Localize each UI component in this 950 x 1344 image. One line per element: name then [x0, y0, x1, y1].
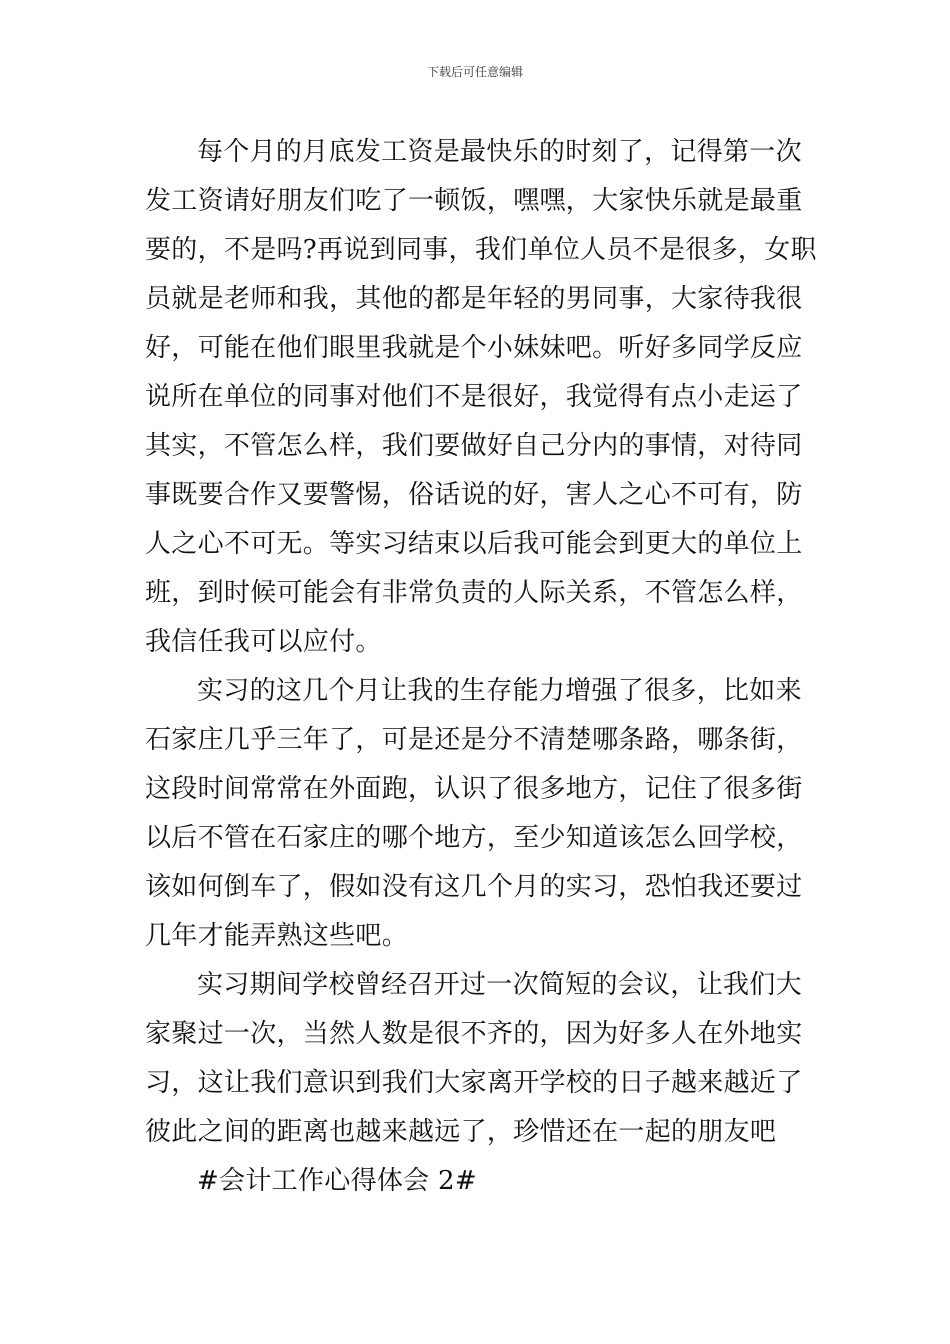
text-line: 以后不管在石家庄的哪个地方，至少知道该怎么回学校，	[145, 823, 803, 853]
text-line: 员就是老师和我，其他的都是年轻的男同事，大家待我很	[145, 284, 803, 314]
text-line: 班，到时候可能会有非常负责的人际关系，不管怎么样，	[145, 578, 803, 608]
text-line: 好，可能在他们眼里我就是个小妹妹吧。听好多同学反应	[145, 333, 803, 363]
text-line: 彼此之间的距离也越来越远了，珍惜还在一起的朋友吧	[145, 1117, 777, 1147]
text-line: 几年才能弄熟这些吧。	[145, 921, 409, 951]
text-line: 要的，不是吗?再说到同事，我们单位人员不是很多，女职	[145, 235, 817, 265]
text-line: 人之心不可无。等实习结束以后我可能会到更大的单位上	[145, 529, 803, 559]
text-line: 家聚过一次，当然人数是很不齐的，因为好多人在外地实	[145, 1019, 803, 1049]
text-line: 事既要合作又要警惕，俗话说的好，害人之心不可有，防	[145, 480, 803, 510]
text-line: 其实，不管怎么样，我们要做好自己分内的事情，对待同	[145, 431, 803, 461]
text-line: 石家庄几乎三年了，可是还是分不清楚哪条路，哪条街，	[145, 725, 803, 755]
text-line: 每个月的月底发工资是最快乐的时刻了，记得第一次	[197, 137, 802, 167]
text-line: 发工资请好朋友们吃了一顿饭，嘿嘿，大家快乐就是最重	[145, 186, 803, 216]
body-text	[145, 128, 817, 1206]
page-header: 下载后可任意编辑	[426, 65, 523, 79]
text-line: 实习的这几个月让我的生存能力增强了很多，比如来	[197, 676, 802, 706]
text-line: 这段时间常常在外面跑，认识了很多地方，记住了很多街	[145, 774, 803, 804]
text-line: 实习期间学校曾经召开过一次简短的会议，让我们大	[197, 970, 802, 1000]
text-line: #会计工作心得体会 2#	[197, 1166, 477, 1196]
text-line: 说所在单位的同事对他们不是很好，我觉得有点小走运了	[145, 382, 803, 412]
text-line: 我信任我可以应付。	[145, 627, 382, 657]
text-line: 该如何倒车了，假如没有这几个月的实习，恐怕我还要过	[145, 872, 803, 902]
text-line: 习，这让我们意识到我们大家离开学校的日子越来越近了	[145, 1068, 803, 1098]
